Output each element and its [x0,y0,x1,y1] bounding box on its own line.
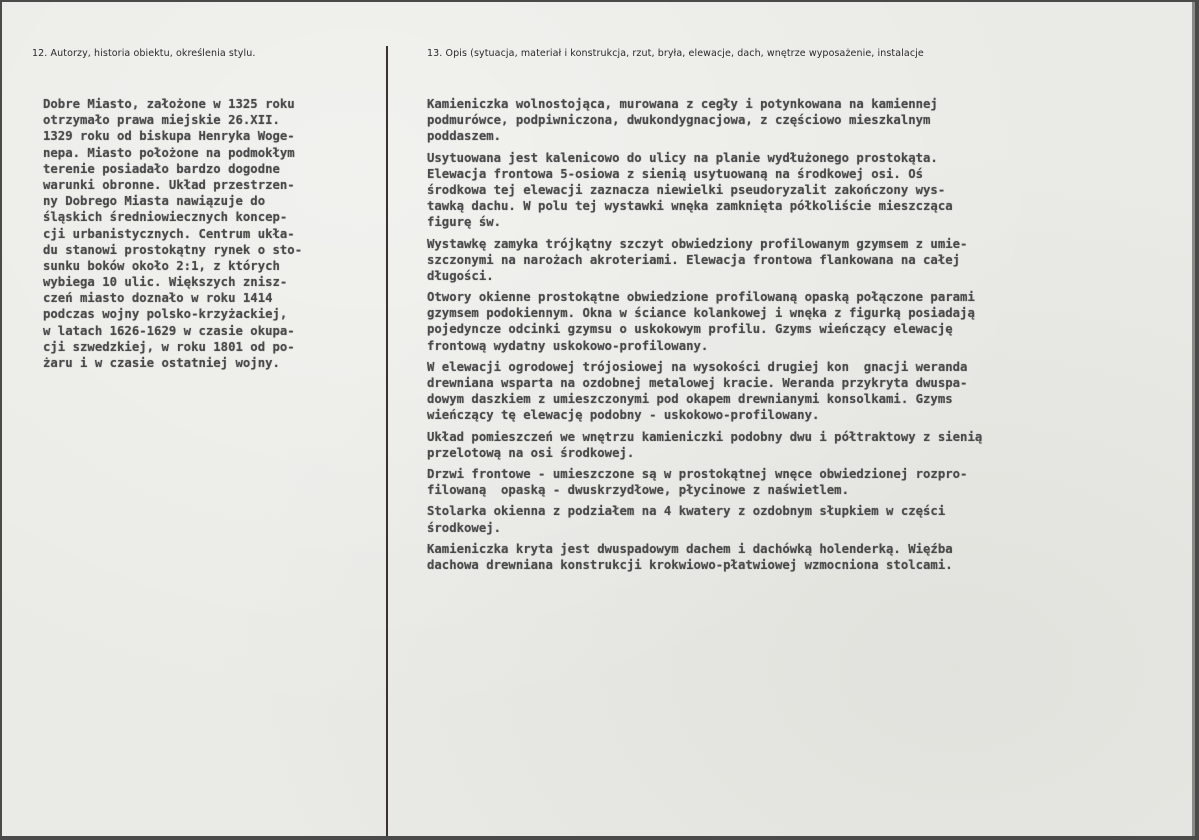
description-line: Kamieniczka kryta jest dwuspadowym dachem i dachówką holenderką. Więźba [427,541,953,556]
description-line: frontową wydatny uskokowo-profilowany. [427,338,709,353]
description-line: przelotową na osi środkowej. [427,445,635,460]
history-line: otrzymało prawa miejskie 26.XII. [43,113,280,128]
description-line: W elewacji ogrodowej trójosiowej na wysokości drugiej kon gnacji weranda [427,359,968,374]
history-line: terenie posiadało bardzo dogodne [43,161,280,176]
description-line: filowaną opaską - dwuskrzydłowe, płycinowe z naświetlem. [427,483,849,498]
description-line: Układ pomieszczeń we wnętrzu kamieniczki podobny dwu i półtraktowy z sienią [427,429,983,444]
description-line: Otwory okienne prostokątne obwiedzione profilowaną opaską połączone parami [427,290,975,305]
description-line: dachowa drewniana konstrukcji krokwiowo-płatwiowej wzmocniona stolcami. [427,557,953,572]
card-edge [1192,2,1195,836]
description-line: Wystawkę zamyka trójkątny szczyt obwiedziony profilowanym gzymsem z umie- [427,236,968,251]
history-line: warunki obronne. Układ przestrzen- [43,177,295,192]
history-line: w latach 1626-1629 w czasie okupa- [43,323,295,338]
history-line: żaru i w czasie ostatniej wojny. [43,356,280,370]
history-line: sunku boków około 2:1, z których [43,258,280,273]
history-line: nepa. Miasto położone na podmokłym [43,145,295,160]
description-line: figurę św. [427,215,502,230]
description-line: Kamieniczka wolnostojąca, murowana z cegły i potynkowana na kamiennej [427,97,938,111]
description-paragraph [427,466,982,498]
section-13-heading: 13. Opis (sytuacja, materiał i konstrukcja, rzut, bryła, elewacje, dach, wnętrze wyposażenie, instalacje [427,48,924,59]
history-line: czeń miasto doznało w roku 1414 [43,291,273,306]
section-12-heading: 12. Autorzy, historia obiektu, określenia stylu. [32,48,256,59]
description-line: długości. [427,268,494,283]
description-line: gzymsem podokiennym. Okna w ściance kolankowej i wnęka z figurką posiadają [427,306,975,321]
description-paragraph [427,429,982,461]
column-divider [386,46,388,836]
description-paragraph [427,541,982,573]
description-line: środkowa tej elewacji zaznacza niewielki pseudoryzalit zakończony wys- [427,182,946,197]
description-line: dowym daszkiem z umieszczonymi pod okapem drewnianymi konsolkami. Gzyms [427,392,953,407]
description-line: pojedyncze odcinki gzymsu o uskokowym profilu. Gzyms wieńczący elewację [427,322,953,337]
description-line: poddaszem. [427,129,502,144]
description-line: szczonymi na narożach akroteriami. Elewacja frontowa flankowana na całej [427,252,961,267]
history-line: śląskich średniowiecznych koncep- [43,210,288,225]
history-line: 1329 roku od biskupa Henryka Woge- [43,129,295,144]
description-line: Drzwi frontowe - umieszczone są w prostokątnej wnęce obwiedzionej rozpro- [427,466,968,481]
description-paragraph [427,503,982,535]
history-line: du stanowi prostokątny rynek o sto- [43,242,303,257]
history-line: cji szwedzkiej, w roku 1801 od po- [43,339,295,354]
description-line: wieńczący tę elewację podobny - uskokowo-profilowany. [427,408,820,423]
history-line: ny Dobrego Miasta nawiązuje do [43,194,266,209]
history-text [43,96,302,371]
description-paragraph [427,150,982,231]
description-line: Elewacja frontowa 5-osiowa z sienią usytuowaną na środkowej osi. Oś [427,166,924,181]
history-line: podczas wojny polsko-krzyżackiej, [43,307,288,322]
description-line: drewniana wsparta na ozdobnej metalowej kracie. Weranda przykryta dwuspa- [427,376,968,390]
description-line: tawką dachu. W polu tej wystawki wnęka zamknięta półkoliście mieszcząca [427,199,953,214]
history-line: cji urbanistycznych. Centrum ukła- [43,226,295,241]
description-line: podmurówce, podpiwniczona, dwukondygnacjowa, z częściowo mieszkalnym [427,113,931,128]
description-paragraph [427,289,982,354]
description-paragraph [427,236,982,285]
description-paragraph [427,96,982,145]
history-line: wybiega 10 ulic. Większych znisz- [43,275,288,290]
description-paragraph [427,359,982,424]
description-text [427,96,982,573]
description-line: środkowej. [427,520,502,535]
document-card [2,2,1195,836]
history-line: Dobre Miasto, założone w 1325 roku [43,97,295,111]
description-line: Stolarka okienna z podziałem na 4 kwatery z ozdobnym słupkiem w części [427,504,946,519]
description-line: Usytuowana jest kalenicowo do ulicy na planie wydłużonego prostokąta. [427,150,938,165]
